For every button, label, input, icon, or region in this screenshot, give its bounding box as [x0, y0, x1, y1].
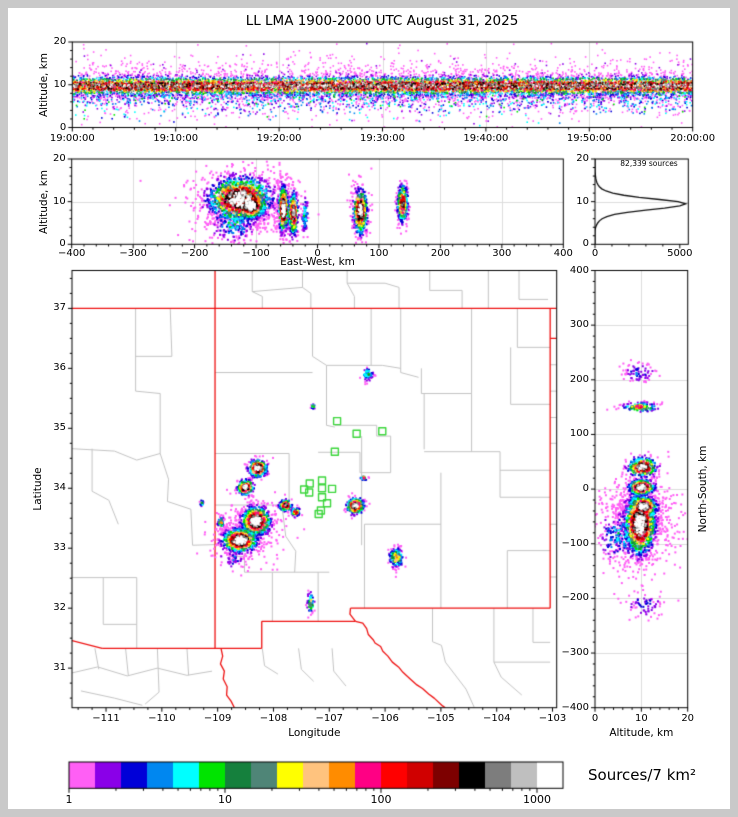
histogram-axis-tick: 5000	[667, 248, 693, 260]
ew-panel-ylabel: Altitude, km	[37, 169, 50, 234]
latitude-tick: 34	[53, 482, 66, 494]
histogram-alt-tick: 20	[576, 153, 589, 164]
latitude-tick: 37	[53, 302, 66, 314]
colorbar-tick: 1000	[522, 793, 551, 807]
ns-panel-xlabel: Altitude, km	[609, 726, 674, 739]
ew-axis-tick: 200	[430, 248, 450, 260]
time-axis-tick: 19:10:00	[153, 132, 199, 144]
latitude-tick: 31	[53, 662, 66, 674]
latitude-tick: 32	[53, 602, 66, 614]
histogram-alt-tick: 0	[582, 238, 589, 250]
map-ylabel: Latitude	[31, 467, 44, 511]
longitude-tick: −104	[482, 712, 511, 724]
ns-distance-tick: −300	[561, 647, 589, 659]
ns-alt-tick: 20	[681, 712, 695, 724]
ew-axis-tick: 0	[314, 248, 321, 260]
time-axis-tick: 19:20:00	[256, 132, 302, 144]
longitude-tick: −105	[427, 712, 455, 724]
source-count-annotation: 82,339 sources	[620, 159, 678, 168]
time-panel-ylabel: Altitude, km	[37, 52, 50, 117]
ew-axis-tick: −300	[119, 248, 147, 260]
time-axis-tick: 19:30:00	[360, 132, 405, 144]
ns-distance-tick: 200	[569, 373, 589, 385]
ew-axis-tick: 300	[492, 248, 512, 260]
lma-figure	[8, 8, 730, 809]
histogram-alt-tick: 10	[576, 195, 589, 207]
time-axis-tick: 19:50:00	[566, 132, 612, 144]
longitude-tick: −107	[315, 712, 343, 724]
longitude-tick: −111	[92, 712, 120, 724]
ew-axis-tick: −400	[57, 248, 86, 260]
altitude-tick: 0	[59, 238, 66, 250]
ns-panel-ylabel: North-South, km	[696, 445, 709, 533]
altitude-tick: 20	[52, 153, 66, 164]
ns-alt-tick: 0	[591, 712, 599, 724]
time-axis-tick: 20:00:00	[670, 132, 716, 144]
ns-distance-tick: 0	[582, 483, 589, 495]
latitude-tick: 36	[53, 362, 66, 374]
colorbar-tick: 100	[370, 793, 392, 807]
ns-alt-tick: 10	[634, 712, 648, 724]
altitude-tick: 10	[53, 78, 67, 90]
ew-panel-xlabel: East-West, km	[280, 256, 355, 269]
latitude-tick: 35	[53, 422, 66, 434]
latitude-tick: 33	[53, 542, 66, 554]
longitude-tick: −103	[538, 712, 567, 724]
ew-axis-tick: −100	[242, 248, 270, 260]
ew-axis-tick: 100	[369, 248, 389, 260]
altitude-tick: 0	[59, 121, 67, 133]
ns-distance-tick: −100	[561, 537, 589, 549]
longitude-tick: −106	[371, 712, 399, 724]
altitude-tick: 10	[52, 195, 66, 207]
ew-axis-tick: 400	[553, 248, 573, 260]
figure-title: LL LMA 1900-2000 UTC August 31, 2025	[245, 13, 519, 29]
map-xlabel: Longitude	[288, 726, 341, 739]
ns-distance-tick: 100	[569, 428, 589, 440]
ns-distance-tick: −400	[561, 701, 589, 713]
ns-distance-tick: −200	[561, 592, 589, 604]
colorbar-tick: 1	[65, 793, 73, 807]
colorbar-label: Sources/7 km²	[588, 766, 697, 784]
longitude-tick: −108	[259, 712, 288, 724]
ew-axis-tick: −200	[180, 248, 209, 260]
histogram-axis-tick: 0	[591, 248, 599, 260]
time-axis-tick: 19:00:00	[49, 132, 95, 144]
longitude-tick: −109	[203, 712, 232, 724]
ns-distance-tick: 300	[569, 319, 589, 331]
colorbar-tick: 10	[217, 793, 232, 807]
altitude-tick: 20	[53, 36, 67, 47]
ns-distance-tick: 400	[569, 264, 589, 276]
longitude-tick: −110	[148, 712, 176, 724]
time-axis-tick: 19:40:00	[463, 132, 509, 144]
